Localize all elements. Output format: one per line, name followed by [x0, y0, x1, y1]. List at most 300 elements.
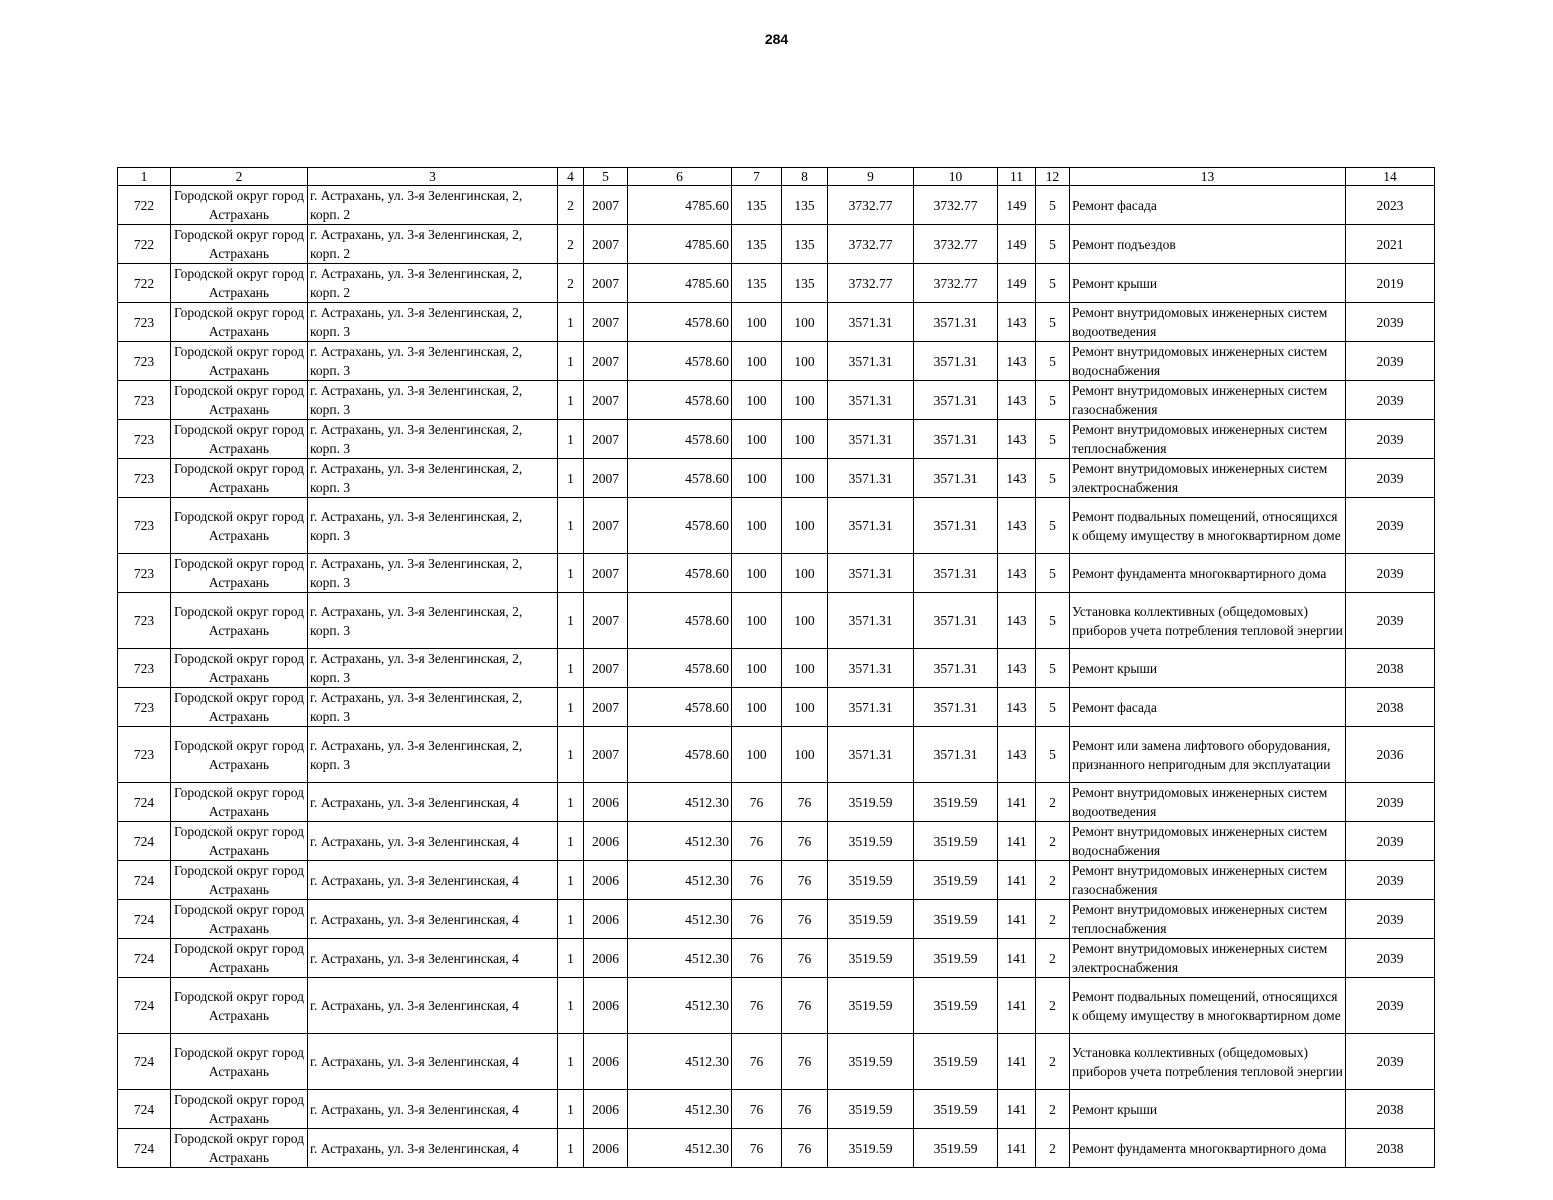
column-10-area-cell: 3571.31 — [914, 727, 998, 783]
column-11-cell: 143 — [998, 554, 1036, 593]
municipality-cell: Городской округ город Астрахань — [171, 1090, 308, 1129]
floors-cell: 1 — [558, 900, 584, 939]
address-cell: г. Астрахань, ул. 3-я Зеленгинская, 4 — [308, 822, 558, 861]
column-10-area-cell: 3571.31 — [914, 303, 998, 342]
year-built-cell: 2007 — [584, 381, 628, 420]
work-type-cell: Ремонт внутридомовых инженерных систем водоотведения — [1070, 303, 1346, 342]
column-12-cell: 2 — [1036, 900, 1070, 939]
floors-cell: 2 — [558, 186, 584, 225]
work-type-cell: Ремонт фундамента многоквартирного дома — [1070, 554, 1346, 593]
year-built-cell: 2006 — [584, 1034, 628, 1090]
municipality-cell: Городской округ город Астрахань — [171, 978, 308, 1034]
address-cell: г. Астрахань, ул. 3-я Зеленгинская, 4 — [308, 900, 558, 939]
municipality-cell: Городской округ город Астрахань — [171, 822, 308, 861]
column-9-area-cell: 3571.31 — [828, 342, 914, 381]
column-header: 10 — [914, 168, 998, 186]
table-row — [118, 688, 1435, 727]
address-cell: г. Астрахань, ул. 3-я Зеленгинская, 4 — [308, 1034, 558, 1090]
column-7-cell: 135 — [732, 186, 782, 225]
table-row — [118, 420, 1435, 459]
column-8-cell: 76 — [782, 861, 828, 900]
column-header: 11 — [998, 168, 1036, 186]
planned-year-cell: 2039 — [1346, 420, 1435, 459]
address-cell: г. Астрахань, ул. 3-я Зеленгинская, 2, корп. 2 — [308, 225, 558, 264]
column-11-cell: 143 — [998, 459, 1036, 498]
work-type-cell: Ремонт внутридомовых инженерных систем водоснабжения — [1070, 822, 1346, 861]
column-8-cell: 100 — [782, 688, 828, 727]
planned-year-cell: 2019 — [1346, 264, 1435, 303]
municipality-cell: Городской округ город Астрахань — [171, 727, 308, 783]
column-8-cell: 100 — [782, 727, 828, 783]
column-7-cell: 76 — [732, 1090, 782, 1129]
address-cell: г. Астрахань, ул. 3-я Зеленгинская, 2, корп. 2 — [308, 264, 558, 303]
year-built-cell: 2006 — [584, 900, 628, 939]
table-row — [118, 459, 1435, 498]
column-7-cell: 100 — [732, 727, 782, 783]
total-area-cell: 4578.60 — [628, 381, 732, 420]
municipality-cell: Городской округ город Астрахань — [171, 1129, 308, 1168]
column-8-cell: 76 — [782, 1034, 828, 1090]
total-area-cell: 4578.60 — [628, 688, 732, 727]
column-11-cell: 141 — [998, 822, 1036, 861]
column-8-cell: 135 — [782, 264, 828, 303]
column-header: 5 — [584, 168, 628, 186]
column-9-area-cell: 3732.77 — [828, 225, 914, 264]
column-11-cell: 149 — [998, 186, 1036, 225]
column-9-area-cell: 3571.31 — [828, 554, 914, 593]
column-11-cell: 143 — [998, 342, 1036, 381]
total-area-cell: 4512.30 — [628, 978, 732, 1034]
municipality-cell: Городской округ город Астрахань — [171, 783, 308, 822]
floors-cell: 1 — [558, 459, 584, 498]
work-type-cell: Ремонт внутридомовых инженерных систем газоснабжения — [1070, 381, 1346, 420]
work-type-cell: Ремонт подвальных помещений, относящихся к общему имуществу в многоквартирном доме — [1070, 978, 1346, 1034]
column-11-cell: 141 — [998, 1129, 1036, 1168]
address-cell: г. Астрахань, ул. 3-я Зеленгинская, 2, корп. 3 — [308, 342, 558, 381]
column-8-cell: 100 — [782, 420, 828, 459]
year-built-cell: 2006 — [584, 861, 628, 900]
table-row — [118, 1090, 1435, 1129]
year-built-cell: 2007 — [584, 727, 628, 783]
column-11-cell: 143 — [998, 420, 1036, 459]
column-12-cell: 5 — [1036, 381, 1070, 420]
column-9-area-cell: 3732.77 — [828, 186, 914, 225]
column-12-cell: 5 — [1036, 459, 1070, 498]
column-8-cell: 76 — [782, 939, 828, 978]
column-header: 14 — [1346, 168, 1435, 186]
column-7-cell: 100 — [732, 342, 782, 381]
total-area-cell: 4512.30 — [628, 939, 732, 978]
column-7-cell: 76 — [732, 978, 782, 1034]
column-10-area-cell: 3571.31 — [914, 554, 998, 593]
floors-cell: 1 — [558, 498, 584, 554]
column-9-area-cell: 3519.59 — [828, 1129, 914, 1168]
column-11-cell: 141 — [998, 1034, 1036, 1090]
total-area-cell: 4512.30 — [628, 861, 732, 900]
year-built-cell: 2007 — [584, 186, 628, 225]
floors-cell: 1 — [558, 1129, 584, 1168]
column-9-area-cell: 3571.31 — [828, 303, 914, 342]
address-cell: г. Астрахань, ул. 3-я Зеленгинская, 2, корп. 3 — [308, 420, 558, 459]
row-number: 723 — [118, 554, 171, 593]
municipality-cell: Городской округ город Астрахань — [171, 900, 308, 939]
row-number: 722 — [118, 225, 171, 264]
column-11-cell: 143 — [998, 303, 1036, 342]
total-area-cell: 4578.60 — [628, 303, 732, 342]
column-7-cell: 100 — [732, 688, 782, 727]
address-cell: г. Астрахань, ул. 3-я Зеленгинская, 2, корп. 3 — [308, 649, 558, 688]
column-9-area-cell: 3571.31 — [828, 381, 914, 420]
municipality-cell: Городской округ город Астрахань — [171, 225, 308, 264]
column-11-cell: 143 — [998, 727, 1036, 783]
work-type-cell: Ремонт внутридомовых инженерных систем электроснабжения — [1070, 939, 1346, 978]
floors-cell: 1 — [558, 554, 584, 593]
table-row — [118, 498, 1435, 554]
column-8-cell: 100 — [782, 381, 828, 420]
address-cell: г. Астрахань, ул. 3-я Зеленгинская, 2, корп. 3 — [308, 498, 558, 554]
floors-cell: 1 — [558, 420, 584, 459]
row-number: 724 — [118, 900, 171, 939]
floors-cell: 1 — [558, 978, 584, 1034]
row-number: 723 — [118, 649, 171, 688]
planned-year-cell: 2038 — [1346, 649, 1435, 688]
total-area-cell: 4578.60 — [628, 459, 732, 498]
column-9-area-cell: 3519.59 — [828, 783, 914, 822]
column-12-cell: 2 — [1036, 939, 1070, 978]
column-10-area-cell: 3571.31 — [914, 649, 998, 688]
column-11-cell: 149 — [998, 264, 1036, 303]
column-7-cell: 100 — [732, 303, 782, 342]
planned-year-cell: 2039 — [1346, 303, 1435, 342]
floors-cell: 1 — [558, 939, 584, 978]
column-11-cell: 141 — [998, 861, 1036, 900]
work-type-cell: Ремонт или замена лифтового оборудования, признанного непригодным для эксплуатации — [1070, 727, 1346, 783]
column-10-area-cell: 3519.59 — [914, 1129, 998, 1168]
column-8-cell: 135 — [782, 186, 828, 225]
planned-year-cell: 2039 — [1346, 978, 1435, 1034]
address-cell: г. Астрахань, ул. 3-я Зеленгинская, 2, корп. 2 — [308, 186, 558, 225]
column-12-cell: 5 — [1036, 688, 1070, 727]
planned-year-cell: 2039 — [1346, 498, 1435, 554]
column-12-cell: 2 — [1036, 822, 1070, 861]
table-row — [118, 381, 1435, 420]
table-row — [118, 342, 1435, 381]
year-built-cell: 2007 — [584, 593, 628, 649]
total-area-cell: 4785.60 — [628, 264, 732, 303]
column-10-area-cell: 3519.59 — [914, 939, 998, 978]
column-7-cell: 76 — [732, 1129, 782, 1168]
planned-year-cell: 2038 — [1346, 1090, 1435, 1129]
row-number: 723 — [118, 381, 171, 420]
year-built-cell: 2007 — [584, 459, 628, 498]
column-9-area-cell: 3519.59 — [828, 939, 914, 978]
year-built-cell: 2006 — [584, 822, 628, 861]
column-12-cell: 2 — [1036, 1129, 1070, 1168]
municipality-cell: Городской округ город Астрахань — [171, 459, 308, 498]
total-area-cell: 4578.60 — [628, 593, 732, 649]
work-type-cell: Ремонт внутридомовых инженерных систем газоснабжения — [1070, 861, 1346, 900]
planned-year-cell: 2039 — [1346, 381, 1435, 420]
column-11-cell: 143 — [998, 381, 1036, 420]
column-9-area-cell: 3519.59 — [828, 861, 914, 900]
address-cell: г. Астрахань, ул. 3-я Зеленгинская, 4 — [308, 1090, 558, 1129]
capital-repair-table — [117, 167, 1435, 1168]
address-cell: г. Астрахань, ул. 3-я Зеленгинская, 4 — [308, 861, 558, 900]
municipality-cell: Городской округ город Астрахань — [171, 1034, 308, 1090]
planned-year-cell: 2023 — [1346, 186, 1435, 225]
year-built-cell: 2007 — [584, 225, 628, 264]
column-8-cell: 76 — [782, 1090, 828, 1129]
column-7-cell: 135 — [732, 225, 782, 264]
floors-cell: 1 — [558, 783, 584, 822]
column-7-cell: 76 — [732, 822, 782, 861]
row-number: 724 — [118, 939, 171, 978]
row-number: 724 — [118, 783, 171, 822]
table-row — [118, 900, 1435, 939]
year-built-cell: 2006 — [584, 1090, 628, 1129]
year-built-cell: 2007 — [584, 264, 628, 303]
column-9-area-cell: 3571.31 — [828, 593, 914, 649]
total-area-cell: 4578.60 — [628, 342, 732, 381]
address-cell: г. Астрахань, ул. 3-я Зеленгинская, 2, корп. 3 — [308, 688, 558, 727]
column-header: 4 — [558, 168, 584, 186]
work-type-cell: Ремонт подъездов — [1070, 225, 1346, 264]
column-10-area-cell: 3732.77 — [914, 186, 998, 225]
column-12-cell: 5 — [1036, 264, 1070, 303]
column-8-cell: 100 — [782, 649, 828, 688]
address-cell: г. Астрахань, ул. 3-я Зеленгинская, 4 — [308, 783, 558, 822]
row-number: 724 — [118, 1129, 171, 1168]
planned-year-cell: 2039 — [1346, 939, 1435, 978]
column-header: 1 — [118, 168, 171, 186]
planned-year-cell: 2038 — [1346, 688, 1435, 727]
row-number: 724 — [118, 978, 171, 1034]
column-9-area-cell: 3571.31 — [828, 498, 914, 554]
floors-cell: 2 — [558, 225, 584, 264]
municipality-cell: Городской округ город Астрахань — [171, 342, 308, 381]
row-number: 724 — [118, 822, 171, 861]
municipality-cell: Городской округ город Астрахань — [171, 554, 308, 593]
row-number: 722 — [118, 264, 171, 303]
year-built-cell: 2006 — [584, 978, 628, 1034]
planned-year-cell: 2039 — [1346, 459, 1435, 498]
column-10-area-cell: 3519.59 — [914, 861, 998, 900]
municipality-cell: Городской округ город Астрахань — [171, 303, 308, 342]
work-type-cell: Установка коллективных (общедомовых) приборов учета потребления тепловой энергии — [1070, 593, 1346, 649]
table-row — [118, 264, 1435, 303]
work-type-cell: Ремонт подвальных помещений, относящихся к общему имуществу в многоквартирном доме — [1070, 498, 1346, 554]
column-10-area-cell: 3571.31 — [914, 342, 998, 381]
table-row — [118, 649, 1435, 688]
column-header: 7 — [732, 168, 782, 186]
work-type-cell: Ремонт фасада — [1070, 186, 1346, 225]
column-8-cell: 100 — [782, 303, 828, 342]
row-number: 723 — [118, 593, 171, 649]
floors-cell: 1 — [558, 593, 584, 649]
table-row — [118, 1129, 1435, 1168]
floors-cell: 1 — [558, 303, 584, 342]
table-row — [118, 822, 1435, 861]
municipality-cell: Городской округ город Астрахань — [171, 381, 308, 420]
address-cell: г. Астрахань, ул. 3-я Зеленгинская, 2, корп. 3 — [308, 381, 558, 420]
table-row — [118, 303, 1435, 342]
table-row — [118, 1034, 1435, 1090]
municipality-cell: Городской округ город Астрахань — [171, 264, 308, 303]
work-type-cell: Ремонт внутридомовых инженерных систем водоотведения — [1070, 783, 1346, 822]
column-10-area-cell: 3571.31 — [914, 459, 998, 498]
row-number: 724 — [118, 1034, 171, 1090]
column-12-cell: 5 — [1036, 186, 1070, 225]
year-built-cell: 2007 — [584, 420, 628, 459]
address-cell: г. Астрахань, ул. 3-я Зеленгинская, 2, корп. 3 — [308, 303, 558, 342]
work-type-cell: Ремонт внутридомовых инженерных систем электроснабжения — [1070, 459, 1346, 498]
column-10-area-cell: 3519.59 — [914, 900, 998, 939]
column-10-area-cell: 3732.77 — [914, 225, 998, 264]
column-10-area-cell: 3519.59 — [914, 1090, 998, 1129]
municipality-cell: Городской округ город Астрахань — [171, 939, 308, 978]
total-area-cell: 4578.60 — [628, 554, 732, 593]
table-row — [118, 939, 1435, 978]
column-9-area-cell: 3519.59 — [828, 1034, 914, 1090]
row-number: 722 — [118, 186, 171, 225]
planned-year-cell: 2039 — [1346, 822, 1435, 861]
floors-cell: 1 — [558, 822, 584, 861]
planned-year-cell: 2039 — [1346, 861, 1435, 900]
year-built-cell: 2007 — [584, 649, 628, 688]
column-8-cell: 76 — [782, 1129, 828, 1168]
column-12-cell: 2 — [1036, 1034, 1070, 1090]
row-number: 724 — [118, 1090, 171, 1129]
work-type-cell: Ремонт внутридомовых инженерных систем теплоснабжения — [1070, 900, 1346, 939]
column-9-area-cell: 3519.59 — [828, 978, 914, 1034]
column-8-cell: 76 — [782, 978, 828, 1034]
year-built-cell: 2007 — [584, 688, 628, 727]
table-row — [118, 861, 1435, 900]
column-11-cell: 141 — [998, 900, 1036, 939]
planned-year-cell: 2039 — [1346, 342, 1435, 381]
column-7-cell: 100 — [732, 649, 782, 688]
total-area-cell: 4512.30 — [628, 822, 732, 861]
floors-cell: 1 — [558, 861, 584, 900]
column-7-cell: 100 — [732, 420, 782, 459]
planned-year-cell: 2039 — [1346, 783, 1435, 822]
row-number: 723 — [118, 688, 171, 727]
column-12-cell: 5 — [1036, 649, 1070, 688]
work-type-cell: Ремонт внутридомовых инженерных систем водоснабжения — [1070, 342, 1346, 381]
column-header: 12 — [1036, 168, 1070, 186]
year-built-cell: 2006 — [584, 1129, 628, 1168]
planned-year-cell: 2039 — [1346, 554, 1435, 593]
column-11-cell: 141 — [998, 978, 1036, 1034]
total-area-cell: 4512.30 — [628, 1129, 732, 1168]
row-number: 723 — [118, 498, 171, 554]
table-row — [118, 727, 1435, 783]
column-10-area-cell: 3519.59 — [914, 822, 998, 861]
row-number: 723 — [118, 420, 171, 459]
row-number: 723 — [118, 303, 171, 342]
column-7-cell: 100 — [732, 381, 782, 420]
year-built-cell: 2007 — [584, 342, 628, 381]
work-type-cell: Ремонт фасада — [1070, 688, 1346, 727]
column-9-area-cell: 3519.59 — [828, 822, 914, 861]
total-area-cell: 4578.60 — [628, 420, 732, 459]
column-header: 3 — [308, 168, 558, 186]
column-7-cell: 100 — [732, 593, 782, 649]
total-area-cell: 4512.30 — [628, 1034, 732, 1090]
total-area-cell: 4512.30 — [628, 1090, 732, 1129]
column-12-cell: 2 — [1036, 783, 1070, 822]
column-12-cell: 5 — [1036, 342, 1070, 381]
table-row — [118, 593, 1435, 649]
floors-cell: 1 — [558, 1034, 584, 1090]
row-number: 724 — [118, 861, 171, 900]
column-10-area-cell: 3732.77 — [914, 264, 998, 303]
municipality-cell: Городской округ город Астрахань — [171, 861, 308, 900]
column-11-cell: 141 — [998, 1090, 1036, 1129]
table-row — [118, 225, 1435, 264]
table-body — [118, 186, 1435, 1168]
column-9-area-cell: 3571.31 — [828, 420, 914, 459]
column-12-cell: 5 — [1036, 225, 1070, 264]
column-8-cell: 100 — [782, 342, 828, 381]
row-number: 723 — [118, 727, 171, 783]
planned-year-cell: 2039 — [1346, 900, 1435, 939]
column-8-cell: 76 — [782, 900, 828, 939]
column-11-cell: 143 — [998, 593, 1036, 649]
address-cell: г. Астрахань, ул. 3-я Зеленгинская, 2, корп. 3 — [308, 554, 558, 593]
column-12-cell: 5 — [1036, 554, 1070, 593]
column-10-area-cell: 3571.31 — [914, 381, 998, 420]
work-type-cell: Установка коллективных (общедомовых) приборов учета потребления тепловой энергии — [1070, 1034, 1346, 1090]
municipality-cell: Городской округ город Астрахань — [171, 649, 308, 688]
column-10-area-cell: 3571.31 — [914, 593, 998, 649]
column-10-area-cell: 3519.59 — [914, 978, 998, 1034]
floors-cell: 1 — [558, 688, 584, 727]
column-11-cell: 143 — [998, 688, 1036, 727]
total-area-cell: 4785.60 — [628, 225, 732, 264]
address-cell: г. Астрахань, ул. 3-я Зеленгинская, 4 — [308, 978, 558, 1034]
address-cell: г. Астрахань, ул. 3-я Зеленгинская, 4 — [308, 939, 558, 978]
column-11-cell: 141 — [998, 939, 1036, 978]
floors-cell: 1 — [558, 727, 584, 783]
address-cell: г. Астрахань, ул. 3-я Зеленгинская, 2, корп. 3 — [308, 593, 558, 649]
header-row — [118, 168, 1435, 186]
total-area-cell: 4578.60 — [628, 727, 732, 783]
municipality-cell: Городской округ город Астрахань — [171, 186, 308, 225]
municipality-cell: Городской округ город Астрахань — [171, 593, 308, 649]
column-7-cell: 135 — [732, 264, 782, 303]
column-12-cell: 5 — [1036, 303, 1070, 342]
column-9-area-cell: 3571.31 — [828, 727, 914, 783]
column-7-cell: 76 — [732, 861, 782, 900]
planned-year-cell: 2039 — [1346, 1034, 1435, 1090]
work-type-cell: Ремонт крыши — [1070, 264, 1346, 303]
column-11-cell: 143 — [998, 649, 1036, 688]
column-11-cell: 149 — [998, 225, 1036, 264]
work-type-cell: Ремонт крыши — [1070, 649, 1346, 688]
table-row — [118, 978, 1435, 1034]
column-12-cell: 2 — [1036, 978, 1070, 1034]
column-12-cell: 5 — [1036, 727, 1070, 783]
total-area-cell: 4512.30 — [628, 783, 732, 822]
municipality-cell: Городской округ город Астрахань — [171, 688, 308, 727]
row-number: 723 — [118, 342, 171, 381]
work-type-cell: Ремонт крыши — [1070, 1090, 1346, 1129]
total-area-cell: 4512.30 — [628, 900, 732, 939]
column-8-cell: 76 — [782, 822, 828, 861]
floors-cell: 2 — [558, 264, 584, 303]
column-9-area-cell: 3571.31 — [828, 459, 914, 498]
